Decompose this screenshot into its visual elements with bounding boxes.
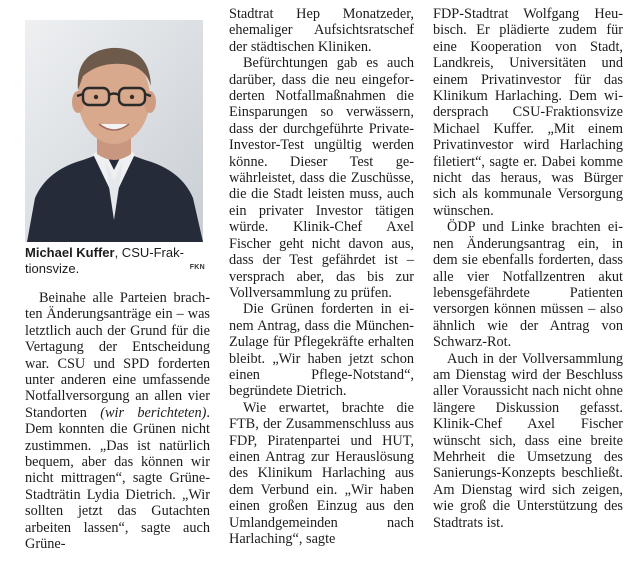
paragraph: FDP-Stadtrat Wolfgang Heubisch. Er plädierte zudem für eine Kooperation von Stadt, Landkreis, Universitäten und einem Privatinvestor für das Klinikum Harlaching. Dem widersprach CSU-Fraktionsvize Michael Kuffer. „Mit einem Privatinvestor wird Harlaching filetiert“, sagte er. Dabei komme nicht das heraus, was Bürger sich als kommunale Versorgung wünschen. (433, 6, 623, 219)
italic-note: (wir berichteten) (100, 404, 207, 421)
photo-caption (25, 245, 205, 277)
paragraph: Wie erwartet, brachte die FTB, der Zusammenschluss aus FDP, Piratenpartei und HUT, einen Antrag zur Herauslösung des Klinikum Harlaching aus dem Verbund ein. „Wir haben einen großen Einzug aus den Umlandgemeinden nach Harlaching“, sagte (229, 399, 414, 547)
caption-role: , CSU-Fraktionsvize. (25, 245, 184, 276)
paragraph: Auch in der Vollversammlung am Dienstag wird der Beschluss aller Voraussicht nach nicht ohne längere Diskussion gefasst. Klinik-Chef Axel Fischer wünscht sich, dass eine breite Mehrheit die Umsetzung des Sanierungs-Konzepts beschließt. Am Dienstag wird sich zeigen, wie groß die Unterstützung des Stadtrats ist. (433, 350, 623, 531)
article-column-3 (433, 6, 623, 531)
photo-credit: FKN (189, 264, 205, 271)
paragraph: ÖDP und Linke brachten einen Änderungsantrag ein, in dem sie ebenfalls forderten, dass alle vier Notfallzentren akut lebensgefährdete Patienten versorgen können müssen – also ähnlich wie der Antrag von Schwarz-Rot. (433, 219, 623, 351)
article-column-1 (25, 290, 210, 553)
paragraph: Stadtrat Hep Monatzeder, ehemaliger Aufsichtsratschef der städtischen Kliniken. (229, 6, 414, 55)
paragraph: Beinahe alle Parteien brachten Änderungsanträge ein – was letztlich auch der Grund für die Vertagung der Entscheidung war. CSU und SPD forderten unter anderen eine umfassende Notfallversorgung an allen vier Standorten (wir berichteten). Dem konnten die Grünen nicht zustimmen. „Das ist natürlich bequem, aber das können wir nicht mittragen“, sagte Grüne-Stadträtin Lydia Dietrich. „Wir sollten jetzt das Gutachten arbeiten lassen“, sagte auch Grüne- (25, 290, 210, 553)
portrait-photo (25, 20, 203, 242)
article-column-2 (229, 6, 414, 547)
caption-name: Michael Kuffer (25, 245, 115, 260)
portrait-illustration (25, 20, 203, 242)
paragraph: Die Grünen forderten in einem Antrag, dass die München-Zulage für Pflegekräfte erhalten bleibt. „Wir haben jetzt schon einen Pflege-Notstand“, begründete Dietrich. (229, 301, 414, 400)
paragraph: Befürchtungen gab es auch darüber, dass die neu eingeforderten Notfallmaßnahmen die Einsparungen so verwässern, dass der durchgeführte Private-Investor-Test ungültig werden könne. Dieser Test gewährleistet, dass die Zuschüsse, die die Stadt leisten muss, auch ein privater Investor tätigen würde. Klinik-Chef Axel Fischer geht nicht davon aus, dass der Test gefährdet ist – versprach aber, das bis zur Vollversammlung zu prüfen. (229, 55, 414, 301)
